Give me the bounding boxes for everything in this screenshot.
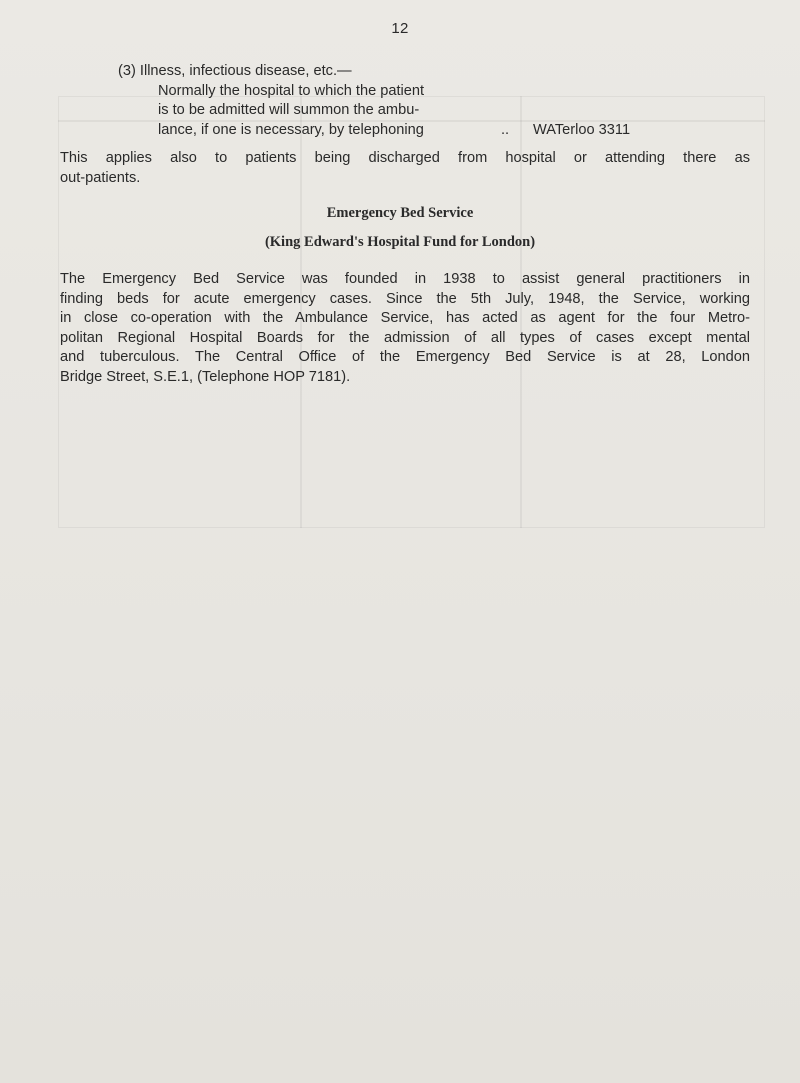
- paragraph-line: finding beds for acute emergency cases. Since the 5th July, 1948, the Service, working: [60, 290, 750, 307]
- item-body: [158, 82, 631, 141]
- paragraph-line: Bridge Street, S.E.1, (Telephone HOP 7181).: [60, 368, 351, 385]
- paragraph-line: politan Regional Hospital Boards for the admission of all types of cases except mental: [60, 329, 750, 346]
- section-subtitle: (King Edward's Hospital Fund for London): [264, 234, 536, 250]
- page-number: 12: [391, 20, 409, 37]
- paragraph-line: out-patients.: [60, 169, 141, 186]
- paragraph-line: This applies also to patients being discharged from hospital or attending there as: [60, 150, 750, 166]
- item-illness: [118, 62, 758, 140]
- item-line: is to be admitted will summon the ambu-: [158, 102, 420, 118]
- paragraph-emergency-bed-service: [60, 270, 750, 387]
- section-title: Emergency Bed Service: [326, 205, 474, 221]
- item-heading: (3) Illness, infectious disease, etc.—: [118, 63, 352, 79]
- item-line: lance, if one is necessary, by telephoning: [158, 121, 424, 138]
- paragraph-line: and tuberculous. The Central Office of the Emergency Bed Service is at 28, London: [60, 349, 750, 365]
- telephone-number: WATerloo 3311: [533, 121, 631, 138]
- telephone-row: [158, 121, 631, 141]
- dot-leaders: ..: [501, 121, 510, 138]
- item-line: Normally the hospital to which the patient: [158, 82, 425, 99]
- paragraph-line: The Emergency Bed Service was founded in 1938 to assist general practitioners in: [60, 271, 750, 287]
- paragraph-line: in close co-operation with the Ambulance Service, has acted as agent for the four Metro-: [60, 310, 750, 326]
- paragraph-discharged-patients: [60, 149, 750, 188]
